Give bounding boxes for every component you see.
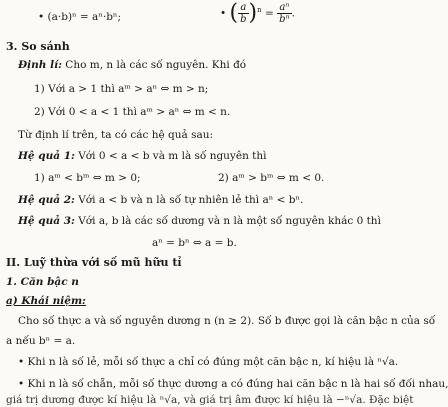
- bullet-even-root-cont: giá trị dương được kí hiệu là ⁿ√a, và giá trị âm được kí hiệu là −ⁿ√a. Đặc biệt: [6, 394, 414, 406]
- theorem-label: Định lí:: [18, 59, 62, 71]
- theorem: [18, 58, 246, 72]
- corollary-intro: Từ định lí trên, ta có các hệ quả sau:: [18, 129, 214, 141]
- corollary-3: [18, 214, 381, 228]
- bullet-odd-root: • Khi n là số lẻ, mỗi số thực a chỉ có đúng một căn bậc n, kí hiệu là ⁿ√a.: [18, 356, 399, 368]
- corollary-1-item-1: 1) aᵐ < bᵐ ⇔ m > 0;: [34, 172, 141, 184]
- theorem-item-2: 2) Với 0 < a < 1 thì aᵐ > aⁿ ⇔ m < n.: [34, 106, 231, 118]
- corollary-1: [18, 149, 267, 163]
- bullet-even-root: • Khi n là số chẵn, mỗi số thực dương a có đúng hai căn bậc n là hai số đối nhau,: [18, 378, 448, 390]
- paragraph-definition-cont: a nếu bⁿ = a.: [6, 335, 76, 347]
- theorem-text: Cho m, n là các số nguyên. Khi đó: [61, 59, 247, 71]
- formula-quotient-power: • ( $\frac{a}{b}$ )$^n$ = $\frac{\text{aⁿ}}{\text{bⁿ}}$ .: [220, 0, 295, 26]
- formula-product-power: • (a·b)ⁿ = aⁿ·bⁿ;: [38, 11, 122, 23]
- corollary-3-text: Với a, b là các số dương và n là một số nguyên khác 0 thì: [74, 215, 381, 227]
- corollary-1-label: Hệ quả 1:: [18, 150, 75, 162]
- section-heading-comparison: 3. So sánh: [6, 40, 70, 53]
- section-heading-rational-exponent: II. Luỹ thừa với số mũ hữu tỉ: [6, 256, 182, 269]
- paragraph-definition: Cho số thực a và số nguyên dương n (n ≥ 2). Số b được gọi là căn bậc n của số: [18, 315, 436, 327]
- corollary-1-item-2: 2) aᵐ > bᵐ ⇔ m < 0.: [218, 172, 325, 184]
- corollary-3-formula: aⁿ = bⁿ ⇔ a = b.: [152, 237, 237, 249]
- subheading-nth-root: 1. Căn bậc n: [6, 276, 79, 288]
- corollary-3-label: Hệ quả 3:: [18, 215, 75, 227]
- corollary-2: [18, 193, 303, 207]
- subheading-concept: a) Khái niệm:: [6, 295, 86, 307]
- theorem-item-1: 1) Với a > 1 thì aᵐ > aⁿ ⇔ m > n;: [34, 83, 209, 95]
- corollary-1-text: Với 0 < a < b và m là số nguyên thì: [74, 150, 267, 162]
- corollary-2-label: Hệ quả 2:: [18, 194, 75, 206]
- corollary-2-text: Với a < b và n là số tự nhiên lẻ thì aⁿ < bⁿ.: [74, 194, 304, 206]
